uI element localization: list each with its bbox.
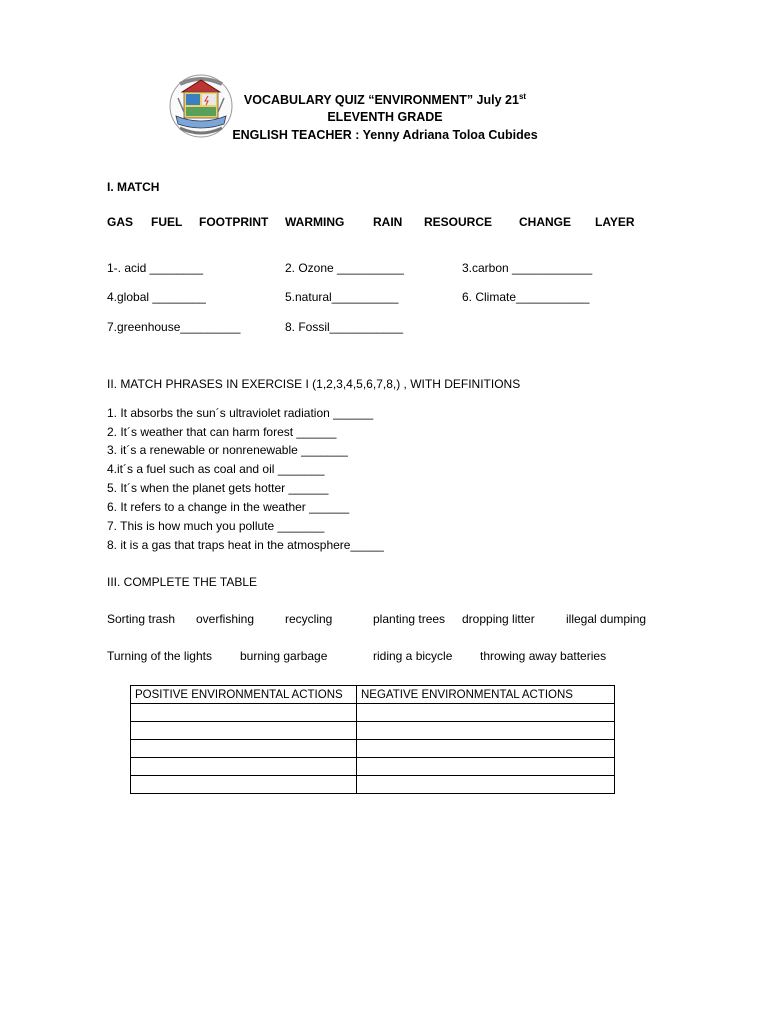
word-footprint: FOOTPRINT [199, 215, 269, 229]
quiz-title [205, 92, 565, 107]
action-burning-garbage: burning garbage [240, 649, 328, 663]
positive-cell[interactable] [131, 740, 357, 758]
definition-3: 3. it´s a renewable or nonrenewable _______ [107, 443, 348, 457]
negative-cell[interactable] [357, 704, 615, 722]
word-warming: WARMING [285, 215, 345, 229]
action-riding-bicycle: riding a bicycle [373, 649, 453, 663]
grade-line: ELEVENTH GRADE [327, 110, 443, 124]
action-planting-trees: planting trees [373, 612, 446, 626]
quiz-title-text: VOCABULARY QUIZ “ENVIRONMENT” July 21 [243, 93, 519, 108]
table-row [131, 740, 615, 758]
action-dropping-litter: dropping litter [462, 612, 535, 626]
match-item-5: 5.natural__________ [285, 290, 399, 304]
match-item-4: 4.global ________ [107, 290, 206, 304]
table-row [131, 758, 615, 776]
negative-actions-header: NEGATIVE ENVIRONMENTAL ACTIONS [357, 686, 615, 704]
section-1-title: I. MATCH [107, 180, 160, 194]
word-fuel: FUEL [151, 215, 183, 229]
negative-cell[interactable] [357, 776, 615, 794]
word-layer: LAYER [595, 215, 635, 229]
positive-cell[interactable] [131, 776, 357, 794]
table-row [131, 704, 615, 722]
action-turning-off-lights: Turning of the lights [107, 649, 212, 663]
definition-1: 1. It absorbs the sun´s ultraviolet radiation ______ [107, 406, 374, 420]
action-sorting-trash: Sorting trash [107, 612, 176, 626]
match-item-3: 3.carbon ____________ [462, 261, 593, 275]
match-item-2: 2. Ozone __________ [285, 261, 404, 275]
definition-8: 8. it is a gas that traps heat in the atmosphere_____ [107, 538, 384, 552]
positive-cell[interactable] [131, 704, 357, 722]
positive-cell[interactable] [131, 758, 357, 776]
positive-cell[interactable] [131, 722, 357, 740]
action-recycling: recycling [285, 612, 333, 626]
definition-5: 5. It´s when the planet gets hotter ______ [107, 481, 329, 495]
match-item-8: 8. Fossil___________ [285, 320, 404, 334]
negative-cell[interactable] [357, 722, 615, 740]
word-change: CHANGE [519, 215, 572, 229]
teacher-line: ENGLISH TEACHER : Yenny Adriana Toloa Cubides [232, 128, 538, 142]
positive-actions-header: POSITIVE ENVIRONMENTAL ACTIONS [131, 686, 357, 704]
word-resource: RESOURCE [424, 215, 493, 229]
table-row [131, 722, 615, 740]
definition-2: 2. It´s weather that can harm forest ______ [107, 425, 337, 439]
negative-cell[interactable] [357, 740, 615, 758]
match-item-1: 1-. acid ________ [107, 261, 204, 275]
definition-6: 6. It refers to a change in the weather ______ [107, 500, 350, 514]
action-overfishing: overfishing [196, 612, 255, 626]
section-2-title: II. MATCH PHRASES IN EXERCISE I (1,2,3,4,5,6,7,8,) , WITH DEFINITIONS [107, 377, 521, 391]
actions-table [130, 685, 615, 794]
action-throwing-batteries: throwing away batteries [480, 649, 607, 663]
section-3-title: III. COMPLETE THE TABLE [107, 575, 258, 589]
word-gas: GAS [107, 215, 134, 229]
action-illegal-dumping: illegal dumping [566, 612, 647, 626]
table-header-row [131, 686, 615, 704]
table-row [131, 776, 615, 794]
quiz-title-superscript: st [518, 92, 527, 101]
match-item-7: 7.greenhouse_________ [107, 320, 241, 334]
definition-4: 4.it´s a fuel such as coal and oil _______ [107, 462, 325, 476]
negative-cell[interactable] [357, 758, 615, 776]
word-rain: RAIN [373, 215, 403, 229]
definition-7: 7. This is how much you pollute _______ [107, 519, 325, 533]
match-item-6: 6. Climate___________ [462, 290, 590, 304]
